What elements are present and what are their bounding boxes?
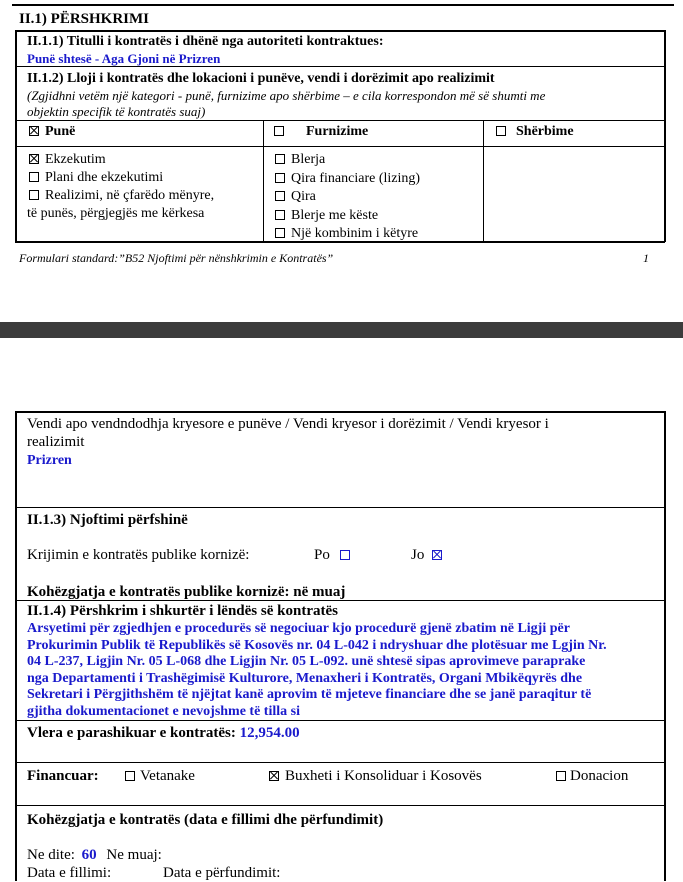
page-separator — [0, 322, 683, 338]
option-combination[interactable] — [275, 225, 420, 244]
col-divider — [483, 120, 484, 242]
option-label: Blerje me këste — [291, 207, 379, 223]
value-amount: 12,954.00 — [239, 725, 300, 741]
supplies-checkbox[interactable] — [274, 126, 284, 136]
col-services-label: Shërbime — [516, 124, 574, 139]
fin-own-label: Vetanake — [140, 768, 195, 784]
divider — [15, 600, 665, 601]
option-execution[interactable] — [29, 151, 214, 169]
box-border — [15, 30, 17, 242]
value-label: Vlera e parashikuar e kontratës: — [27, 725, 236, 741]
col-supplies[interactable] — [274, 123, 368, 140]
box-border — [664, 30, 666, 242]
divider — [15, 805, 665, 806]
duration-days-row — [27, 846, 162, 864]
financing-label: Financuar: — [27, 768, 99, 784]
no-checkbox[interactable] — [432, 550, 442, 560]
end-label: Data e përfundimit: — [163, 865, 281, 881]
framework-header: II.1.3) Njoftimi përfshinë — [27, 512, 188, 528]
location-label-line: Vendi apo vendndodhja kryesore e punëve / Vendi kryesor i dorëzimit / Vendi kryesor i — [27, 416, 549, 432]
type-hint-line: objektin specifik të kontratës suaj) — [27, 104, 206, 119]
title-label: II.1.1) Titulli i kontratës i dhënë nga autoriteti kontraktues: — [27, 34, 384, 49]
col-services[interactable] — [496, 123, 574, 140]
location-label — [27, 415, 549, 451]
top-rule — [12, 4, 674, 6]
type-label: II.1.2) Lloji i kontratës dhe lokacioni i punëve, vendi i dorëzimit apo realizimit — [27, 71, 495, 86]
value-row — [27, 724, 300, 742]
option-label: Një kombinim i këtyre — [291, 226, 419, 241]
description-text — [27, 621, 607, 720]
description-line: gjitha dokumentacionet e nevojshme të tilla si — [27, 703, 300, 719]
checkbox[interactable] — [29, 172, 39, 182]
col-works-label: Punë — [45, 124, 76, 139]
divider — [15, 66, 665, 67]
option-label: Ekzekutim — [45, 152, 106, 167]
option-yes[interactable] — [314, 546, 356, 564]
option-label: Qira financiare (lizing) — [291, 170, 421, 186]
fin-donation-checkbox[interactable] — [556, 771, 566, 781]
checkbox[interactable] — [275, 191, 285, 201]
works-checkbox[interactable] — [29, 126, 39, 136]
fin-budget-label: Buxheti i Konsoliduar i Kosovës — [285, 768, 482, 784]
location-label-line: realizimit — [27, 434, 85, 450]
type-hint-line: (Zgjidhni vetëm një kategori - punë, furnizime apo shërbime – e cila korrespondon më së shumti me — [27, 88, 546, 103]
fin-donation[interactable] — [556, 767, 628, 785]
checkbox[interactable] — [29, 190, 39, 200]
col-works[interactable] — [29, 123, 75, 140]
location-value: Prizren — [27, 453, 72, 468]
framework-question: Krijimin e kontratës publike kornizë: — [27, 547, 250, 563]
description-line: Prokurimin Publik të Republikës së Kosovës nr. 04 L-042 i ndryshuar dhe plotësuar me Lgjin Nr. — [27, 637, 607, 653]
option-installments[interactable] — [275, 207, 420, 226]
page-number: 1 — [643, 251, 649, 265]
start-label: Data e fillimi: — [27, 865, 112, 881]
fin-donation-label: Donacion — [570, 768, 629, 784]
option-label-cont: të punës, përgjegjës me kërkesa — [27, 206, 205, 221]
option-label: Blerja — [291, 152, 326, 167]
months-label: Ne muaj: — [106, 847, 162, 863]
type-hint — [27, 88, 545, 120]
description-line: Sekretari i Përgjithshëm të njëjtat kanë aprovim të mjeteve financiare dhe se janë paraqitur të — [27, 687, 592, 702]
box-border — [15, 411, 665, 413]
box-border — [664, 411, 666, 881]
box-border — [15, 411, 17, 881]
option-purchase[interactable] — [275, 151, 420, 170]
option-no[interactable] — [411, 546, 448, 564]
fin-budget[interactable] — [269, 767, 482, 785]
supplies-options — [275, 151, 420, 244]
duration-header: Kohëzgjatja e kontratës (data e fillimi dhe përfundimit) — [27, 812, 384, 828]
col-supplies-label: Furnizime — [306, 124, 369, 139]
divider — [15, 720, 665, 721]
description-line: nga Departamenti i Trashëgimisë Kulturore, Menaxheri i Kontratës, Organi Mbikëqyrës dhe — [27, 670, 583, 686]
option-label: Qira — [291, 189, 316, 204]
description-header: II.1.4) Përshkrim i shkurtër i lëndës së kontratës — [27, 603, 338, 619]
section-title: II.1) PËRSHKRIMI — [19, 11, 150, 27]
col-divider — [263, 120, 264, 242]
yes-checkbox[interactable] — [340, 550, 350, 560]
fin-budget-checkbox[interactable] — [269, 771, 279, 781]
option-label: Realizimi, në çfarëdo mënyre, — [45, 188, 215, 203]
divider — [15, 507, 665, 508]
description-line: Arsyetimi për zgjedhjen e procedurës së negociuar kjo procedurë gjenë zbatim në Ligji për — [27, 621, 570, 636]
option-realization[interactable] — [29, 187, 214, 205]
divider — [15, 120, 665, 121]
footer-text: Formulari standard:”B52 Njoftimi për nënshkrimin e Kontratës” — [19, 251, 334, 265]
description-line: 04 L-237, Ligjin Nr. 05 L-068 dhe Ligjin Nr. 05 L-092. unë shtesë sipas aprovimeve paraprake — [27, 654, 586, 669]
option-rent[interactable] — [275, 188, 420, 207]
title-value: Punë shtesë - Aga Gjoni në Prizren — [27, 51, 221, 66]
works-options — [29, 151, 214, 222]
checkbox[interactable] — [275, 154, 285, 164]
framework-duration: Kohëzgjatja e kontratës publike kornizë: në muaj — [27, 584, 346, 600]
option-label: Plani dhe ekzekutimi — [45, 170, 164, 185]
days-label: Ne dite: — [27, 847, 75, 863]
services-checkbox[interactable] — [496, 126, 506, 136]
no-label: Jo — [411, 547, 425, 563]
fin-own[interactable] — [125, 767, 195, 785]
yes-label: Po — [314, 547, 330, 563]
option-leasing[interactable] — [275, 170, 420, 189]
checkbox[interactable] — [275, 210, 285, 220]
checkbox[interactable] — [29, 154, 39, 164]
option-plan-execution[interactable] — [29, 169, 214, 187]
days-value: 60 — [81, 847, 97, 863]
divider — [15, 762, 665, 763]
divider — [15, 146, 665, 147]
checkbox[interactable] — [275, 173, 285, 183]
fin-own-checkbox[interactable] — [125, 771, 135, 781]
box-border — [15, 30, 665, 32]
checkbox[interactable] — [275, 228, 285, 238]
